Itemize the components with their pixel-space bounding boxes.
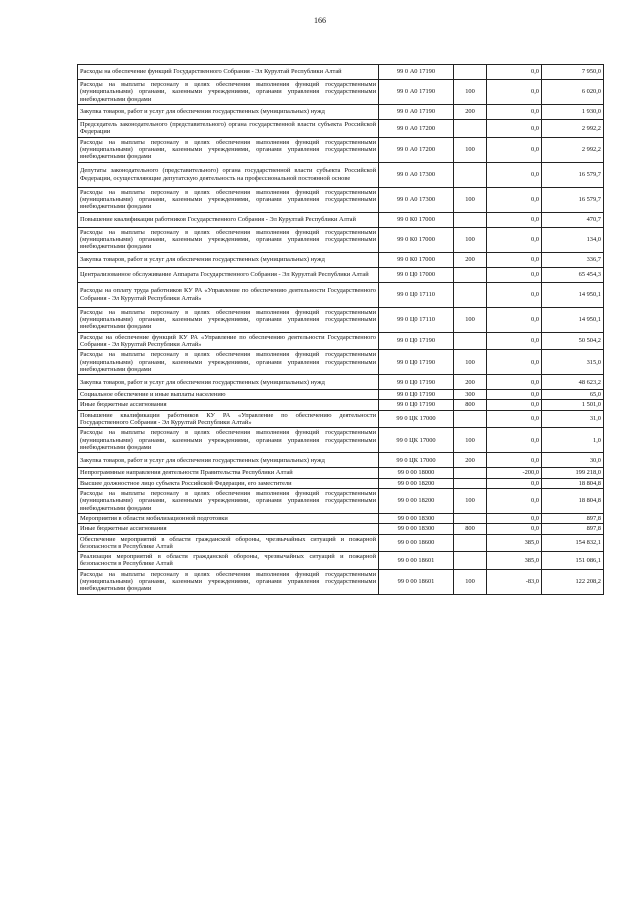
expense-name-cell: Непрограммные направления деятельности Правительства Республики Алтай — [78, 468, 379, 478]
total-amount-cell: 48 623,2 — [542, 375, 604, 390]
change-amount-cell: 0,0 — [487, 282, 542, 307]
budget-code-cell: 99 0 00 18601 — [379, 552, 454, 570]
budget-code-cell: 99 0 00 18000 — [379, 468, 454, 478]
total-amount-cell: 315,0 — [542, 350, 604, 375]
budget-code-cell: 99 0 Ц0 17190 — [379, 332, 454, 350]
total-amount-cell: 65,0 — [542, 390, 604, 400]
change-amount-cell: 0,0 — [487, 375, 542, 390]
total-amount-cell: 16 579,7 — [542, 187, 604, 212]
table-row — [78, 282, 604, 307]
expense-type-cell: 200 — [454, 252, 487, 267]
total-amount-cell: 470,7 — [542, 212, 604, 227]
expense-name-cell: Расходы на выплаты персоналу в целях обеспечения выполнения функций государственными (муниципальными) органами, казенными учреждениями, органами управления государственными внебюджетными фондами — [78, 137, 379, 162]
change-amount-cell: 0,0 — [487, 478, 542, 488]
table-row — [78, 524, 604, 534]
change-amount-cell: 0,0 — [487, 137, 542, 162]
expense-type-cell — [454, 120, 487, 138]
change-amount-cell: 0,0 — [487, 400, 542, 410]
change-amount-cell: 0,0 — [487, 513, 542, 523]
budget-code-cell: 99 0 Ц0 17190 — [379, 390, 454, 400]
budget-code-cell: 99 0 А0 17200 — [379, 137, 454, 162]
table-row — [78, 80, 604, 105]
table-row — [78, 137, 604, 162]
budget-code-cell: 99 0 Ц0 17110 — [379, 282, 454, 307]
expense-type-cell: 200 — [454, 453, 487, 468]
change-amount-cell: 0,0 — [487, 350, 542, 375]
table-row — [78, 252, 604, 267]
expense-name-cell: Расходы на выплаты персоналу в целях обеспечения выполнения функций государственными (муниципальными) органами, казенными учреждениями, органами управления государственными внебюджетными фондами — [78, 227, 379, 252]
table-row — [78, 569, 604, 594]
total-amount-cell: 7 950,0 — [542, 65, 604, 80]
expense-type-cell: 800 — [454, 400, 487, 410]
change-amount-cell: 0,0 — [487, 267, 542, 282]
table-row — [78, 307, 604, 332]
expense-type-cell: 200 — [454, 105, 487, 120]
expense-name-cell: Централизованное обслуживание Аппарата Государственного Собрания - Эл Курултай Республики Алтай — [78, 267, 379, 282]
change-amount-cell: 0,0 — [487, 252, 542, 267]
expense-type-cell: 100 — [454, 187, 487, 212]
expense-type-cell — [454, 410, 487, 428]
table-row — [78, 468, 604, 478]
expense-name-cell: Расходы на выплаты персоналу в целях обеспечения выполнения функций государственными (муниципальными) органами, казенными учреждениями, органами управления государственными внебюджетными фондами — [78, 350, 379, 375]
total-amount-cell: 1 930,0 — [542, 105, 604, 120]
expense-name-cell: Расходы на выплаты персоналу в целях обеспечения выполнения функций государственными (муниципальными) органами, казенными учреждениями, органами управления государственными внебюджетными фондами — [78, 569, 379, 594]
expense-type-cell: 200 — [454, 375, 487, 390]
budget-code-cell: 99 0 А0 17190 — [379, 105, 454, 120]
total-amount-cell: 16 579,7 — [542, 162, 604, 187]
page-number: 166 — [314, 16, 326, 25]
total-amount-cell: 134,0 — [542, 227, 604, 252]
expense-name-cell: Повышение квалификации работников Государственного Собрания - Эл Курултай Республики Алтай — [78, 212, 379, 227]
expense-name-cell: Расходы на выплаты персоналу в целях обеспечения выполнения функций государственными (муниципальными) органами, казенными учреждениями, органами управления государственными внебюджетными фондами — [78, 488, 379, 513]
change-amount-cell: 0,0 — [487, 524, 542, 534]
expense-type-cell — [454, 212, 487, 227]
change-amount-cell: 0,0 — [487, 80, 542, 105]
budget-code-cell: 99 0 К0 17000 — [379, 212, 454, 227]
change-amount-cell: 0,0 — [487, 390, 542, 400]
change-amount-cell: 385,0 — [487, 552, 542, 570]
budget-code-cell: 99 0 Ц0 17000 — [379, 267, 454, 282]
change-amount-cell: 385,0 — [487, 534, 542, 552]
expense-type-cell: 100 — [454, 307, 487, 332]
budget-code-cell: 99 0 00 18300 — [379, 524, 454, 534]
budget-code-cell: 99 0 ЦК 17000 — [379, 428, 454, 453]
expense-type-cell — [454, 332, 487, 350]
change-amount-cell: 0,0 — [487, 65, 542, 80]
total-amount-cell: 18 804,8 — [542, 488, 604, 513]
table-row — [78, 332, 604, 350]
table-row — [78, 65, 604, 80]
expense-name-cell: Закупка товаров, работ и услуг для обеспечения государственных (муниципальных) нужд — [78, 105, 379, 120]
total-amount-cell: 30,0 — [542, 453, 604, 468]
expense-name-cell: Председатель законодательного (представительного) органа государственной власти субъекта Российской Федерации — [78, 120, 379, 138]
budget-code-cell: 99 0 00 18200 — [379, 488, 454, 513]
expense-type-cell — [454, 534, 487, 552]
total-amount-cell: 14 950,1 — [542, 307, 604, 332]
change-amount-cell: 0,0 — [487, 187, 542, 212]
expense-type-cell: 100 — [454, 80, 487, 105]
change-amount-cell: 0,0 — [487, 332, 542, 350]
expense-name-cell: Закупка товаров, работ и услуг для обеспечения государственных (муниципальных) нужд — [78, 453, 379, 468]
expense-type-cell — [454, 282, 487, 307]
expense-name-cell: Мероприятия в области мобилизационной подготовки — [78, 513, 379, 523]
table-row — [78, 390, 604, 400]
expense-type-cell — [454, 478, 487, 488]
table-row — [78, 453, 604, 468]
table-row — [78, 162, 604, 187]
table-row — [78, 478, 604, 488]
total-amount-cell: 2 992,2 — [542, 137, 604, 162]
budget-code-cell: 99 0 00 18601 — [379, 569, 454, 594]
expense-type-cell: 100 — [454, 350, 487, 375]
expense-type-cell: 800 — [454, 524, 487, 534]
expense-name-cell: Закупка товаров, работ и услуг для обеспечения государственных (муниципальных) нужд — [78, 375, 379, 390]
expense-name-cell: Социальное обеспечение и иные выплаты населению — [78, 390, 379, 400]
total-amount-cell: 18 804,8 — [542, 478, 604, 488]
table-row — [78, 267, 604, 282]
budget-code-cell: 99 0 Ц0 17190 — [379, 400, 454, 410]
budget-code-cell: 99 0 Ц0 17110 — [379, 307, 454, 332]
table-row — [78, 552, 604, 570]
total-amount-cell: 1 501,0 — [542, 400, 604, 410]
table-row — [78, 534, 604, 552]
expense-name-cell: Иные бюджетные ассигнования — [78, 524, 379, 534]
budget-code-cell: 99 0 А0 17190 — [379, 80, 454, 105]
change-amount-cell: 0,0 — [487, 212, 542, 227]
table-row — [78, 400, 604, 410]
expense-type-cell — [454, 513, 487, 523]
change-amount-cell: -83,0 — [487, 569, 542, 594]
budget-table-body — [78, 65, 604, 595]
total-amount-cell: 65 454,3 — [542, 267, 604, 282]
total-amount-cell: 897,8 — [542, 524, 604, 534]
expense-name-cell: Закупка товаров, работ и услуг для обеспечения государственных (муниципальных) нужд — [78, 252, 379, 267]
total-amount-cell: 14 950,1 — [542, 282, 604, 307]
change-amount-cell: 0,0 — [487, 488, 542, 513]
expense-name-cell: Высшее должностное лицо субъекта Российской Федерации, его заместители — [78, 478, 379, 488]
table-row — [78, 488, 604, 513]
change-amount-cell: -200,0 — [487, 468, 542, 478]
expense-type-cell: 300 — [454, 390, 487, 400]
table-row — [78, 212, 604, 227]
expense-name-cell: Иные бюджетные ассигнования — [78, 400, 379, 410]
expense-name-cell: Расходы на обеспечение функций Государственного Собрания - Эл Курултай Республики Алтай — [78, 65, 379, 80]
total-amount-cell: 151 086,1 — [542, 552, 604, 570]
expense-name-cell: Расходы на выплаты персоналу в целях обеспечения выполнения функций государственными (муниципальными) органами, казенными учреждениями, органами управления государственными внебюджетными фондами — [78, 80, 379, 105]
total-amount-cell: 154 832,1 — [542, 534, 604, 552]
budget-code-cell: 99 0 А0 17190 — [379, 65, 454, 80]
expense-name-cell: Повышение квалификации работников КУ РА «Управление по обеспечению деятельности Государственного Собрания - Эл Курултай Республики Алтай» — [78, 410, 379, 428]
change-amount-cell: 0,0 — [487, 307, 542, 332]
change-amount-cell: 0,0 — [487, 105, 542, 120]
table-row — [78, 350, 604, 375]
change-amount-cell: 0,0 — [487, 410, 542, 428]
table-row — [78, 428, 604, 453]
total-amount-cell: 31,0 — [542, 410, 604, 428]
total-amount-cell: 336,7 — [542, 252, 604, 267]
budget-code-cell: 99 0 00 18200 — [379, 478, 454, 488]
table-row — [78, 513, 604, 523]
budget-code-cell: 99 0 ЦК 17000 — [379, 410, 454, 428]
total-amount-cell: 897,8 — [542, 513, 604, 523]
table-row — [78, 187, 604, 212]
total-amount-cell: 122 208,2 — [542, 569, 604, 594]
expense-type-cell — [454, 162, 487, 187]
budget-code-cell: 99 0 А0 17200 — [379, 120, 454, 138]
change-amount-cell: 0,0 — [487, 227, 542, 252]
expense-type-cell: 100 — [454, 569, 487, 594]
budget-table — [77, 64, 604, 595]
expense-name-cell: Расходы на выплаты персоналу в целях обеспечения выполнения функций государственными (муниципальными) органами, казенными учреждениями, органами управления государственными внебюджетными фондами — [78, 187, 379, 212]
expense-type-cell: 100 — [454, 488, 487, 513]
expense-type-cell: 100 — [454, 428, 487, 453]
total-amount-cell: 50 504,2 — [542, 332, 604, 350]
total-amount-cell: 6 020,0 — [542, 80, 604, 105]
budget-code-cell: 99 0 Ц0 17190 — [379, 375, 454, 390]
change-amount-cell: 0,0 — [487, 428, 542, 453]
budget-code-cell: 99 0 00 18600 — [379, 534, 454, 552]
change-amount-cell: 0,0 — [487, 162, 542, 187]
expense-name-cell: Депутаты законодательного (представительного) органа государственной власти субъекта Российской Федерации, осуществляющие депутатскую деятельность на профессиональной постоянной основе — [78, 162, 379, 187]
expense-type-cell — [454, 267, 487, 282]
table-row — [78, 120, 604, 138]
expense-type-cell — [454, 552, 487, 570]
table-row — [78, 105, 604, 120]
expense-name-cell: Расходы на выплаты персоналу в целях обеспечения выполнения функций государственными (муниципальными) органами, казенными учреждениями, органами управления государственными внебюджетными фондами — [78, 428, 379, 453]
budget-code-cell: 99 0 К0 17000 — [379, 252, 454, 267]
expense-type-cell — [454, 65, 487, 80]
expense-type-cell: 100 — [454, 137, 487, 162]
expense-name-cell: Расходы на оплату труда работников КУ РА «Управление по обеспечению деятельности Государственного Собрания - Эл Курултай Республики Алтай» — [78, 282, 379, 307]
expense-type-cell: 100 — [454, 227, 487, 252]
budget-code-cell: 99 0 К0 17000 — [379, 227, 454, 252]
change-amount-cell: 0,0 — [487, 453, 542, 468]
expense-name-cell: Обеспечение мероприятий в области гражданской обороны, чрезвычайных ситуаций и пожарной безопасности в Республике Алтай — [78, 534, 379, 552]
expense-type-cell — [454, 468, 487, 478]
budget-code-cell: 99 0 ЦК 17000 — [379, 453, 454, 468]
table-row — [78, 410, 604, 428]
budget-code-cell: 99 0 Ц0 17190 — [379, 350, 454, 375]
expense-name-cell: Реализация мероприятий в области гражданской обороны, чрезвычайных ситуаций и пожарной безопасности в Республике Алтай — [78, 552, 379, 570]
total-amount-cell: 2 992,2 — [542, 120, 604, 138]
budget-code-cell: 99 0 00 18300 — [379, 513, 454, 523]
table-row — [78, 227, 604, 252]
expense-name-cell: Расходы на выплаты персоналу в целях обеспечения выполнения функций государственными (муниципальными) органами, казенными учреждениями, органами управления государственными внебюджетными фондами — [78, 307, 379, 332]
expense-name-cell: Расходы на обеспечение функций КУ РА «Управление по обеспечению деятельности Государственного Собрания - Эл Курултай Республики Алтай» — [78, 332, 379, 350]
budget-code-cell: 99 0 А0 17300 — [379, 187, 454, 212]
total-amount-cell: 199 218,0 — [542, 468, 604, 478]
table-row — [78, 375, 604, 390]
budget-code-cell: 99 0 А0 17300 — [379, 162, 454, 187]
change-amount-cell: 0,0 — [487, 120, 542, 138]
total-amount-cell: 1,0 — [542, 428, 604, 453]
